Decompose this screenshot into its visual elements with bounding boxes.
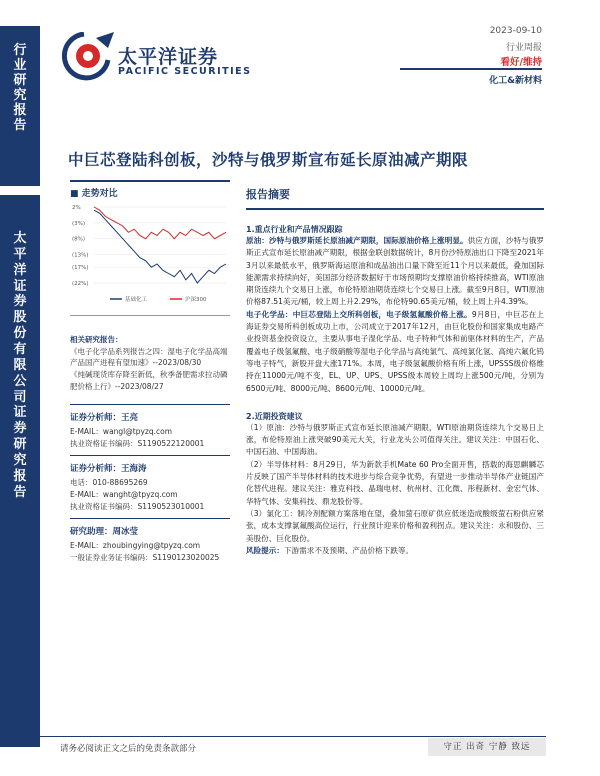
sidebar-bottom-char: 洋 <box>13 262 27 278</box>
analyst-2-name: 证券分析师：王海涛 <box>70 464 147 475</box>
y-tick-label: (3%) <box>72 220 86 227</box>
contacts-divider <box>70 518 230 519</box>
chart-bottom-rule <box>70 315 230 316</box>
summary-heading: 报告摘要 <box>246 188 290 201</box>
report-date: 2023-09-10 <box>489 26 542 36</box>
assistant-email[interactable]: E-MAIL：zhoubingying@tpyzq.com <box>70 541 201 551</box>
analyst-1-name: 证券分析师：王亮 <box>70 413 139 424</box>
sidebar-bottom-char: 公 <box>13 373 27 389</box>
footer-rule <box>40 736 546 737</box>
sidebar-top-char: 究 <box>13 87 27 103</box>
sidebar-bottom-char: 限 <box>13 357 27 373</box>
analyst-1-email[interactable]: E-MAIL：wangl@tpyzq.com <box>70 427 173 437</box>
related-report-2[interactable]: 《纯碱现货库存降至新低，秋季备肥需求拉动磷肥价格上行》--2023/08/27 <box>70 369 228 391</box>
sidebar-top-band <box>0 26 40 186</box>
sidebar <box>0 0 40 776</box>
y-tick-label: (8%) <box>72 236 86 243</box>
y-tick-label: (17%) <box>72 265 89 272</box>
sidebar-bottom-char: 券 <box>13 294 27 310</box>
sidebar-bottom-char: 有 <box>13 342 27 358</box>
section-1-heading: 1.重点行业和产品情况跟踪 <box>246 225 343 234</box>
sidebar-bottom-char: 证 <box>13 278 27 294</box>
left-top-rule <box>70 180 230 182</box>
sidebar-bottom-char: 券 <box>13 421 27 437</box>
sector: 化工&新材料 <box>489 76 542 86</box>
assistant-name: 研究助理：周冰莹 <box>70 527 139 538</box>
logo-text-en: PACIFIC SECURITIES <box>118 66 252 77</box>
recommendation-crude-oil: （1）原油：沙特与俄罗斯正式宣布延长原油减产期限，WTI原油期货连续九个交易日上涨，布伦特原油上涨突破90美元大关，行业龙头公司值得关注。建议关注：中国石化、中国石油、中国海油。 <box>246 422 544 457</box>
trend-chart <box>70 203 230 307</box>
risk-warning: 风险提示：下游需求不及预期、产品价格下跌等。 <box>246 545 414 555</box>
sidebar-bottom-char: 报 <box>13 468 27 484</box>
sidebar-bottom-char: 平 <box>13 246 27 262</box>
rating: 看好/维持 <box>500 57 542 68</box>
y-tick-label: (13%) <box>72 252 89 259</box>
legend-label: 沪深300 <box>185 297 207 303</box>
footer-motto: 守正 出奇 宁静 致远 <box>428 738 546 756</box>
analyst-2-phone: 电话：010-88695269 <box>70 478 148 488</box>
sidebar-top-char: 研 <box>13 72 27 88</box>
summary-rule <box>246 208 544 210</box>
sidebar-bottom-label <box>0 231 40 501</box>
paragraph-crude-oil: 原油：沙特与俄罗斯延长原油减产期限，国际原油价格上涨明显。供应方面，沙特与俄罗斯正式宣布延长原油减产期限，根据金联创数据统计，8月份沙特原油出口下降至2021年3月以来最低水平，俄罗斯海运原油和成品油出口量下降至近11个月以来最低，叠加国际能源需求持续向好，美国部分经济数据好于市场预期均支撑原油价格持续推高，WTI原油期货连续九个交易日上涨，布伦特原油期货连续七个交易日上涨。截至9月8日，WTI原油价格87.51美元/桶，较上周上升2.29%，布伦特90.65美元/桶，较上周上升4.39%。 <box>246 236 544 307</box>
sidebar-bottom-char: 司 <box>13 389 27 405</box>
y-tick-label: 2% <box>72 205 81 211</box>
legend-label: 基础化工 <box>125 297 148 303</box>
sidebar-top-char: 行 <box>13 43 27 58</box>
sidebar-top-label <box>0 44 40 134</box>
logo-text-cn: 太平洋证券 <box>118 46 219 68</box>
sidebar-bottom-char: 份 <box>13 326 27 342</box>
contacts-divider <box>70 404 230 405</box>
recommendation-chlorine: （3）氯化工：制冷剂配额方案落地在望，叠加萤石原矿供应低迷造成酸级萤石粉供应紧张，成本支撑氯氟酸高位运行，行业预计迎来价格和盈利拐点。建议关注：永和股份、三美股份、巨化股份。 <box>246 508 544 543</box>
paragraph-electronic-chemicals: 电子化学品：中巨芯登陆上交所科创板，电子级氢氟酸价格上涨。9月8日，中巨芯在上海证券交易所科创板成功上市，公司成立于2017年12月，由巨化股份和国家集成电路产业投资基金投资设立，主要从事电子湿化学品、电子特种气体和前驱体材料的生产，产品覆盖电子级氢氟酸、电子级硝酸等湿电子化学品与高纯氯气、高纯氯化氢、高纯六氟化钨等电子特气，新股开盘大涨171%。本周，电子级氢氟酸价格有所上涨，UPSSS级价格维持在11000元/吨不变，EL、UP、UPS、UPSS级本周较上周均上涨500元/吨，分别为6500元/吨、8000元/吨、8600元/吨、10000元/吨。 <box>246 309 544 393</box>
sidebar-top-char: 业 <box>13 57 27 73</box>
recommendation-semiconductor: （2）半导体材料：8月29日，华为新款手机Mate 60 Pro全面开售，搭载的海思麒麟芯片反映了国产半导体材料的技术进步与综合竞争优势，有望进一步推动半导体产业链国产化替代进程。建议关注：雅克科技、晶瑞电材、杭州材、江化微、彤程新材、金宏气体、华特气体、安集科技、鼎龙股份等。 <box>246 459 544 506</box>
sidebar-top-char: 告 <box>13 117 27 133</box>
trend-heading: ■ 走势对比 <box>70 189 118 199</box>
related-heading: 相关研究报告： <box>70 335 123 344</box>
sidebar-bottom-band <box>0 195 40 747</box>
sidebar-bottom-char: 究 <box>13 453 27 469</box>
section-2-heading: 2.近期投资建议 <box>246 411 303 421</box>
left-column <box>70 180 230 564</box>
analyst-2-email[interactable]: E-MAIL：wanght@tpyzq.com <box>70 490 178 499</box>
sidebar-bottom-char: 研 <box>13 437 27 453</box>
analyst-2-cert: 执业资格证书编码：S1190523010001 <box>70 501 205 511</box>
assistant-cert: 一般证券业务证书编码：S1190123020025 <box>70 552 220 562</box>
report-title: 中巨芯登陆科创板，沙特与俄罗斯宣布延长原油减产期限 <box>68 150 469 169</box>
y-tick-label: (22%) <box>72 281 89 287</box>
sidebar-bottom-char: 告 <box>13 484 27 500</box>
related-report-1[interactable]: 《电子化学品系列报告之四：湿电子化学品高端产品国产进程有望加速》--2023/08/30 <box>70 346 228 368</box>
sidebar-bottom-char: 股 <box>13 310 27 326</box>
report-type: 行业周报 <box>505 43 542 53</box>
header-divider <box>400 68 542 70</box>
analyst-1-cert: 执业资格证书编码：S1190522120001 <box>70 438 205 448</box>
sidebar-bottom-char: 太 <box>13 231 27 246</box>
summary-column <box>246 186 544 557</box>
contacts-divider <box>70 455 230 456</box>
sidebar-bottom-char: 证 <box>13 405 27 421</box>
sidebar-top-char: 报 <box>13 102 27 118</box>
footer-disclaimer: 请务必阅读正文之后的免责条款部分 <box>60 744 197 754</box>
